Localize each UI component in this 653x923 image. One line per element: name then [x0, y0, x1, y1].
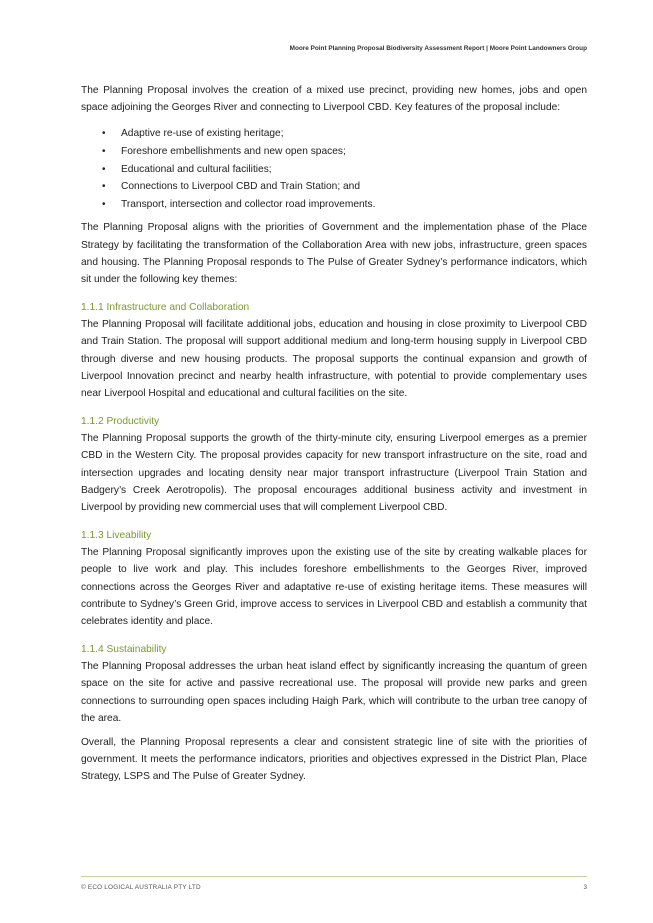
footer-divider — [81, 876, 587, 877]
section-text-liveability: The Planning Proposal significantly improves upon the existing use of the site by creating walkable places for people to live work and play. This includes foreshore embellishments to the Georges River, improved connections across the Georges River and adaptative re-use of existing heritage items. These measures will contribute to Sydney’s Green Grid, improve access to services in Liverpool CBD and establish a community that celebrates identity and place. — [81, 547, 587, 628]
bullet-icon: • — [102, 146, 106, 157]
section-heading-sustainability: 1.1.4 Sustainability — [81, 644, 167, 656]
footer-copyright: © ECO LOGICAL AUSTRALIA PTY LTD — [81, 884, 201, 891]
intro-paragraph: The Planning Proposal involves the creation of a mixed use precinct, providing new homes, jobs and open space adjoining the Georges River and connecting to Liverpool CBD. Key features of the proposal include: — [81, 85, 587, 114]
feature-list — [81, 125, 587, 213]
list-item: • Foreshore embellishments and new open spaces; — [81, 143, 587, 161]
page-number: 3 — [583, 884, 587, 891]
bullet-icon: • — [102, 198, 106, 210]
bullet-icon: • — [102, 163, 106, 175]
running-header: Moore Point Planning Proposal Biodiversity Assessment Report | Moore Point Landowners Group — [289, 45, 587, 52]
bullet-icon: • — [102, 128, 106, 140]
overall-paragraph: Overall, the Planning Proposal represents a clear and consistent strategic line of site with the priorities of government. It meets the performance indicators, priorities and objectives expressed in the District Plan, Place Strategy, LSPS and The Pulse of Greater Sydney. — [81, 737, 587, 783]
section-text-productivity: The Planning Proposal supports the growth of the thirty-minute city, ensuring Liverpool emerges as a premier CBD in the Western City. The proposal provides capacity for new transport infrastructure on the site, road and intersection upgrades and locating density near major transport infrastructure (Liverpool Train Station and Badgery’s Creek Aerotropolis). The proposal encourages additional business activity and investment in Liverpool by providing new commercial uses that will complement Liverpool CBD. — [81, 433, 587, 514]
list-item: • Educational and cultural facilities; — [81, 161, 587, 179]
list-item: • Transport, intersection and collector road improvements. — [81, 196, 587, 214]
section-text-sustainability: The Planning Proposal addresses the urban heat island effect by significantly increasing the quantum of green space on the site for active and passive recreational use. The proposal will provide new parks and green connections to surrounding open spaces including Haigh Park, which will contribute to the urban tree canopy of the area. — [81, 661, 587, 724]
section-heading-productivity: 1.1.2 Productivity — [81, 416, 160, 428]
section-heading-infrastructure: 1.1.1 Infrastructure and Collaboration — [81, 302, 250, 314]
section-heading-liveability: 1.1.3 Liveability — [81, 530, 152, 542]
list-item: • Adaptive re-use of existing heritage; — [81, 125, 587, 143]
alignment-paragraph: The Planning Proposal aligns with the priorities of Government and the implementation phase of the Place Strategy by facilitating the transformation of the Collaboration Area with new jobs, infrastructure, green spaces and housing. The Planning Proposal responds to The Pulse of Greater Sydney’s performance indicators, which sit under the following key themes: — [81, 222, 587, 285]
list-item: • Connections to Liverpool CBD and Train Station; and — [81, 178, 587, 196]
bullet-icon: • — [102, 181, 106, 193]
section-text-infrastructure: The Planning Proposal will facilitate additional jobs, education and housing in close proximity to Liverpool CBD and Train Station. The proposal will support additional medium and long-term housing supply in Liverpool CBD through diverse and new housing products. The proposal supports the continual expansion and growth of Liverpool Innovation precinct and nearby health infrastructure, with potential to provide complementary uses near Liverpool Hospital and educational and cultural facilities on the site. — [81, 319, 587, 399]
page-content — [81, 82, 587, 786]
